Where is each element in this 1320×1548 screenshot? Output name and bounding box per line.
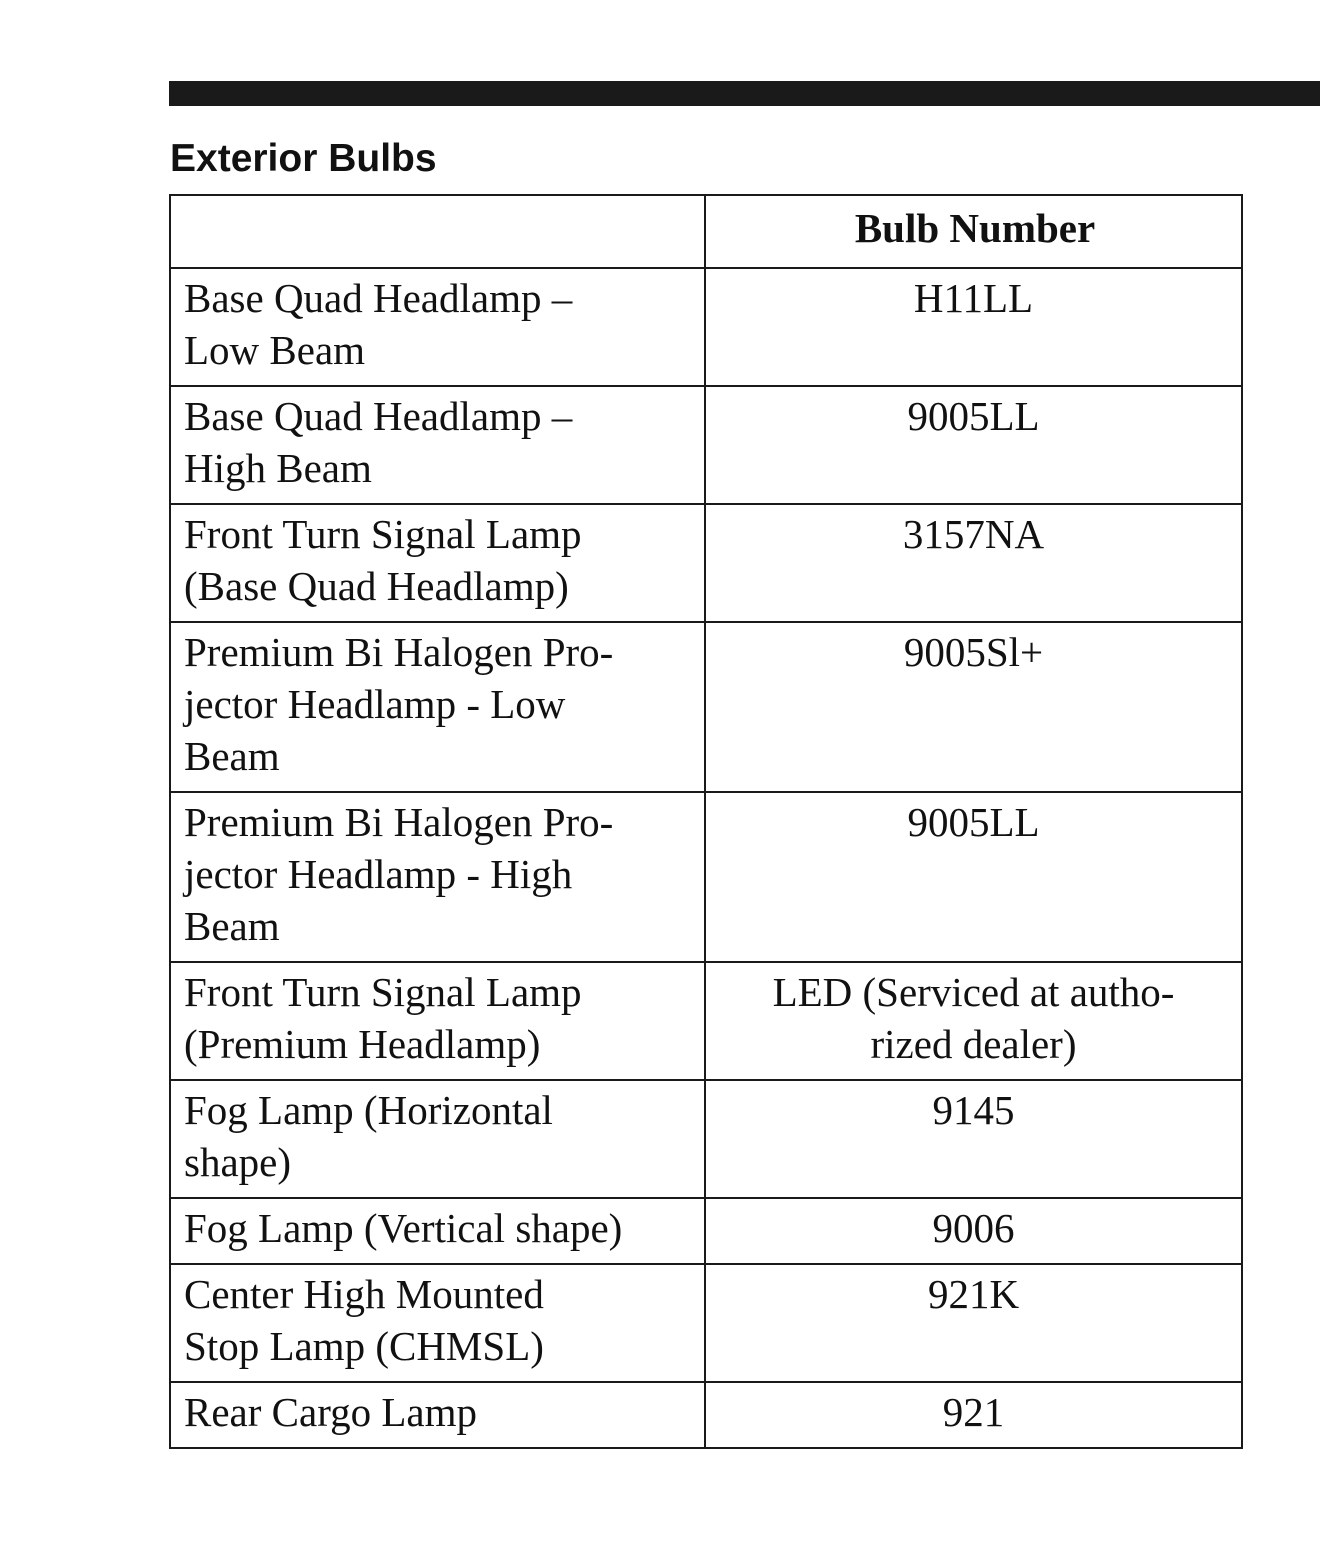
lamp-location-text: (Base Quad Headlamp): [184, 563, 569, 609]
bulb-number-cell: [705, 1264, 1242, 1382]
bulb-number-text: 9005LL: [907, 799, 1040, 845]
lamp-location-text: Fog Lamp (Horizontal: [184, 1087, 553, 1133]
lamp-location-text: Premium Bi Halogen Pro-: [184, 629, 614, 675]
table-body: [170, 268, 1242, 1448]
bulb-number-cell: [705, 1080, 1242, 1198]
header-location: [170, 195, 705, 268]
lamp-location-cell: [170, 1198, 705, 1264]
table-row: [170, 622, 1242, 792]
lamp-location-text: Fog Lamp (Vertical shape): [184, 1205, 623, 1251]
bulb-number-cell: [705, 792, 1242, 962]
bulb-number-text: 9005Sl+: [903, 629, 1044, 675]
table-row: [170, 1382, 1242, 1448]
table-row: [170, 1264, 1242, 1382]
lamp-location-text: Stop Lamp (CHMSL): [184, 1323, 544, 1369]
lamp-location-text: Base Quad Headlamp –: [184, 393, 573, 439]
bulb-number-cell: [705, 1382, 1242, 1448]
table-header-row: [170, 195, 1242, 268]
header-rule: [169, 81, 1320, 106]
table-row: [170, 268, 1242, 386]
header-bulb-number: Bulb Number: [705, 195, 1242, 268]
lamp-location-text: (Premium Headlamp): [184, 1021, 541, 1067]
bulb-number-cell: [705, 386, 1242, 504]
lamp-location-text: Rear Cargo Lamp: [184, 1389, 477, 1435]
bulb-number-text: H11LL: [913, 275, 1034, 321]
lamp-location-text: jector Headlamp - High: [184, 851, 573, 897]
bulb-number-text: 9005LL: [907, 393, 1040, 439]
lamp-location-text: High Beam: [184, 445, 372, 491]
table-row: [170, 1080, 1242, 1198]
lamp-location-cell: [170, 962, 705, 1080]
bulb-number-cell: [705, 504, 1242, 622]
lamp-location-text: shape): [184, 1139, 292, 1185]
lamp-location-text: Low Beam: [184, 327, 366, 373]
lamp-location-text: Premium Bi Halogen Pro-: [184, 799, 614, 845]
bulb-number-text: 9006: [932, 1205, 1015, 1251]
lamp-location-text: Beam: [184, 733, 280, 779]
lamp-location-text: Front Turn Signal Lamp: [184, 511, 582, 557]
section-title: Exterior Bulbs: [170, 137, 437, 180]
table-row: [170, 792, 1242, 962]
bulb-number-text: rized dealer): [870, 1021, 1077, 1067]
lamp-location-cell: [170, 622, 705, 792]
lamp-location-text: Center High Mounted: [184, 1271, 544, 1317]
exterior-bulbs-table: [169, 194, 1243, 1449]
lamp-location-text: Front Turn Signal Lamp: [184, 969, 582, 1015]
bulb-number-cell: [705, 622, 1242, 792]
lamp-location-cell: [170, 1080, 705, 1198]
lamp-location-cell: [170, 1264, 705, 1382]
bulb-number-text: LED (Serviced at autho-: [772, 969, 1175, 1015]
lamp-location-cell: [170, 792, 705, 962]
lamp-location-cell: [170, 386, 705, 504]
table-row: [170, 504, 1242, 622]
bulb-number-text: 3157NA: [902, 511, 1045, 557]
lamp-location-cell: [170, 268, 705, 386]
lamp-location-cell: [170, 504, 705, 622]
bulb-number-text: 921: [942, 1389, 1005, 1435]
lamp-location-text: Beam: [184, 903, 280, 949]
bulb-number-cell: [705, 962, 1242, 1080]
table-row: [170, 1198, 1242, 1264]
bulb-number-text: 921K: [927, 1271, 1020, 1317]
lamp-location-text: Base Quad Headlamp –: [184, 275, 573, 321]
bulb-number-cell: [705, 1198, 1242, 1264]
lamp-location-cell: [170, 1382, 705, 1448]
bulb-number-cell: [705, 268, 1242, 386]
lamp-location-text: jector Headlamp - Low: [184, 681, 566, 727]
bulb-number-text: 9145: [932, 1087, 1015, 1133]
table-row: [170, 386, 1242, 504]
table-row: [170, 962, 1242, 1080]
